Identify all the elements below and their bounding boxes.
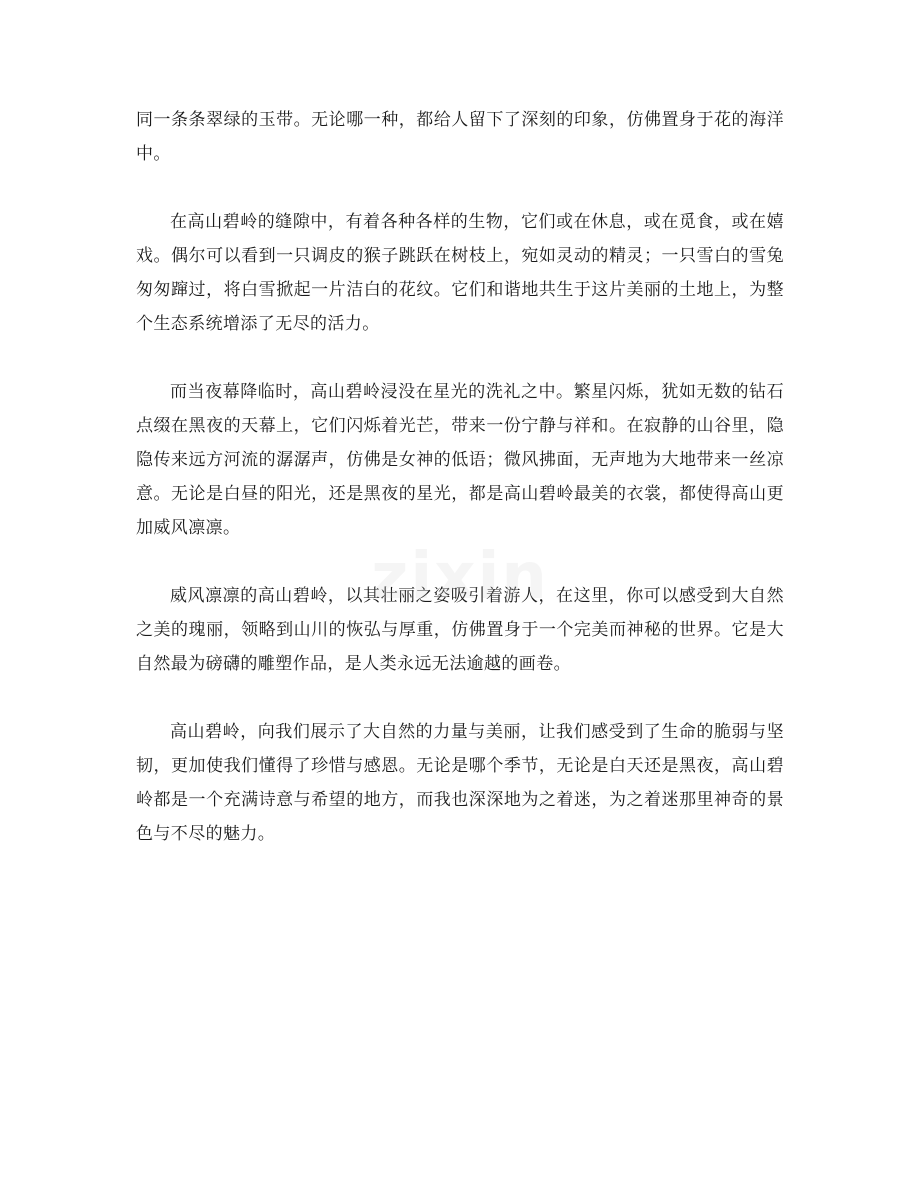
paragraph-wildlife: 在高山碧岭的缝隙中，有着各种各样的生物，它们或在休息，或在觅食，或在嬉戏。偶尔可以看到一只调皮的猴子跳跃在树枝上，宛如灵动的精灵；一只雪白的雪兔匆匆蹿过，将白雪掀起一片洁白的花纹。它们和谐地共生于这片美丽的土地上，为整个生态系统增添了无尽的活力。 bbox=[136, 212, 784, 334]
paragraph-conclusion: 高山碧岭，向我们展示了大自然的力量与美丽，让我们感受到了生命的脆弱与坚韧，更加使我们懂得了珍惜与感恩。无论是哪个季节，无论是白天还是黑夜，高山碧岭都是一个充满诗意与希望的地方，而我也深深地为之着迷，为之着迷那里神奇的景色与不尽的魅力。 bbox=[136, 722, 784, 844]
paragraph-night: 而当夜幕降临时，高山碧岭浸没在星光的洗礼之中。繁星闪烁，犹如无数的钻石点缀在黑夜的天幕上，它们闪烁着光芒，带来一份宁静与祥和。在寂静的山谷里，隐隐传来远方河流的潺潺声，仿佛是女神的低语；微风拂面，无声地为大地带来一丝凉意。无论是白昼的阳光，还是黑夜的星光，都是高山碧岭最美的衣裳，都使得高山更加威风凛凛。 bbox=[136, 382, 784, 538]
paragraph-continuation: 同一条条翠绿的玉带。无论哪一种，都给人留下了深刻的印象，仿佛置身于花的海洋中。 bbox=[136, 110, 784, 164]
paragraph-majesty: 威风凛凛的高山碧岭，以其壮丽之姿吸引着游人，在这里，你可以感受到大自然之美的瑰丽，领略到山川的恢弘与厚重，仿佛置身于一个完美而神秘的世界。它是大自然最为磅礴的雕塑作品，是人类永远无法逾越的画卷。 bbox=[136, 586, 784, 674]
watermark: zixin bbox=[371, 540, 549, 614]
document-body bbox=[136, 103, 784, 885]
